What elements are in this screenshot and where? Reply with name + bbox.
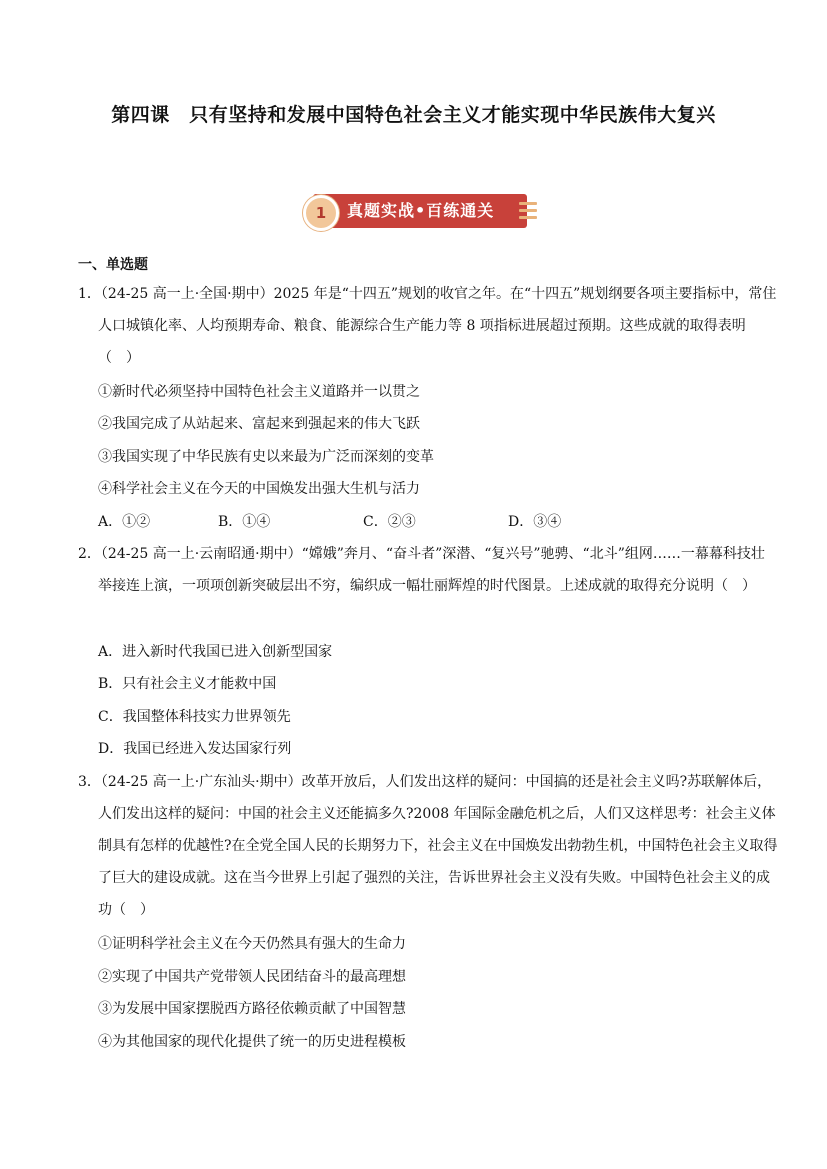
question-2-choice-d[interactable]: D．我国已经进入发达国家行列 xyxy=(98,741,292,757)
question-1-choice-a[interactable]: A．①② xyxy=(98,514,151,530)
section-heading: 一、单选题 xyxy=(78,257,148,273)
question-1-item-1: ①新时代必须坚持中国特色社会主义道路并一以贯之 xyxy=(98,384,420,400)
question-1-choice-c[interactable]: C．②③ xyxy=(363,514,416,530)
question-3-stem: 3．（24-25 高一上·广东汕头·期中）改革开放后，人们发出这样的疑问：中国搞的还是社会主义吗?苏联解体后，人们发出这样的疑问：中国的社会主义还能搞多久?2008 年国际金融危机之后，人们又这样思考：社会主义体制具有怎样的优越性?在全党全国人民的长期努力下，社会主义在中国焕发出勃勃生机，中国特色社会主义取得了巨大的建设成就。这在当今世界上引起了强烈的关注，告诉世界社会主义没有失败。中国特色社会主义的成功（ ） xyxy=(78,774,778,918)
banner-number-badge: 1 xyxy=(303,195,339,231)
question-3-item-3: ③为发展中国家摆脱西方路径依赖贡献了中国智慧 xyxy=(98,1001,406,1017)
question-2-choice-c[interactable]: C．我国整体科技实力世界领先 xyxy=(98,709,291,725)
question-1-choice-b[interactable]: B．①④ xyxy=(218,514,271,530)
question-1-choices xyxy=(98,506,598,538)
question-3-item-4: ④为其他国家的现代化提供了统一的历史进程模板 xyxy=(98,1034,406,1050)
question-1-stem: 1．（24-25 高一上·全国·期中）2025 年是“十四五”规划的收官之年。在“十四五”规划纲要各项主要指标中，常住人口城镇化率、人均预期寿命、粮食、能源综合生产能力等 8 项指标进展超过预期。这些成就的取得表明（ ） xyxy=(78,286,777,366)
question-2-stem: 2．（24-25 高一上·云南昭通·期中）“嫦娥”奔月、“奋斗者”深潜、“复兴号”驰骋、“北斗”组网……一幕幕科技壮举接连上演，一项项创新突破层出不穷，编织成一幅壮丽辉煌的时代图景。上述成就的取得充分说明（ ） xyxy=(78,546,765,594)
banner-text: 真题实战•百练通关 xyxy=(347,201,495,220)
banner-stripes-icon xyxy=(519,202,537,222)
section-banner xyxy=(303,194,537,232)
question-3-item-2: ②实现了中国共产党带领人民团结奋斗的最高理想 xyxy=(98,969,406,985)
question-2-choice-a[interactable]: A．进入新时代我国已进入创新型国家 xyxy=(98,644,333,660)
question-1-item-2: ②我国完成了从站起来、富起来到强起来的伟大飞跃 xyxy=(98,416,420,432)
question-2-choice-b[interactable]: B．只有社会主义才能救中国 xyxy=(98,676,277,692)
question-1-item-3: ③我国实现了中华民族有史以来最为广泛而深刻的变革 xyxy=(98,449,434,465)
page-title: 第四课 只有坚持和发展中国特色社会主义才能实现中华民族伟大复兴 xyxy=(111,104,716,126)
question-1-item-4: ④科学社会主义在今天的中国焕发出强大生机与活力 xyxy=(98,481,420,497)
question-1-choice-d[interactable]: D．③④ xyxy=(508,514,562,530)
question-3-item-1: ①证明科学社会主义在今天仍然具有强大的生命力 xyxy=(98,936,406,952)
